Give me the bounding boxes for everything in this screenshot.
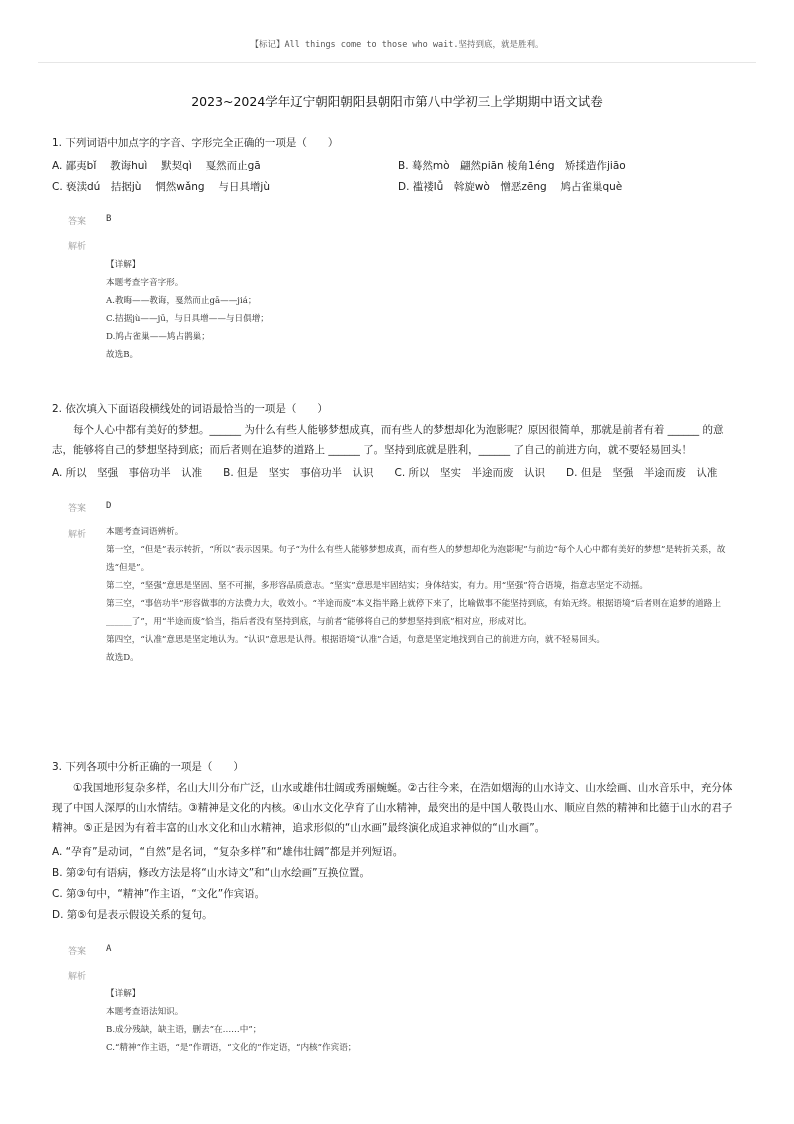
q2-exp-line: 本题考查词语辨析。 [106, 527, 184, 537]
q3-exp-line: B.成分残缺，缺主语，删去“在……中”； [106, 1025, 262, 1035]
q1-exp-line: A.教晦——教诲，戛然而止gā——jiá； [106, 296, 257, 306]
q3-stem: 3. 下列各项中分析正确的一项是（ ） [52, 761, 244, 773]
q2-exp-line: 第四空，“认准”意思是坚定地认为。“认识”意思是认得。根据语境“认准”合适，句意是坚定地找到自己的前进方向，就不轻易回头。 [106, 635, 606, 645]
q1-exp-line: D.鸠占雀巢——鸠占鹊巢； [106, 332, 210, 342]
q3-passage: ①我国地形复杂多样，名山大川分布广泛，山水或雄伟壮阔或秀丽蜿蜒。②古往今来，在浩如烟海的山水诗文、山水绘画、山水音乐中，充分体现了中国人深厚的山水情结。③精神是文化的内核。④山水文化孕育了山水精神，最突出的是中国人敬畏山水、顺应自然的精神和比德于山水的君子精神。⑤正是因为有着丰富的山水文化和山水精神，追求形似的“山水画”最终演化成追求神似的“山水画”。 [52, 782, 733, 834]
q2-options: A. 所以 坚强 事倍功半 认准 B. 但是 坚实 事倍功半 认识 C. 所以 坚实 半途而废 认识 D. 但是 坚强 半途而废 认准 [52, 467, 718, 479]
q1-stem: 1. 下列词语中加点字的字音、字形完全正确的一项是（ ） [52, 137, 339, 149]
q2-answer: D [106, 501, 112, 511]
q2-exp-line: 故选D。 [106, 653, 139, 663]
q2-analysis-label: 解析 [68, 530, 87, 540]
header-divider [38, 62, 756, 63]
q1-exp-line: C.拮据jù——jū，与日具增——与日俱增； [106, 314, 269, 324]
q2-answer-label: 答案 [68, 504, 87, 514]
q2-explanation [106, 523, 728, 667]
q1-option-b: B. 蓦然mò 翩然piān 棱角1éng 矫揉造作jiāo [398, 160, 626, 172]
q3-analysis-label: 解析 [68, 972, 87, 982]
q1-explanation [106, 256, 728, 364]
q3-exp-line: 本题考查语法知识。 [106, 1007, 184, 1017]
q1-option-c: C. 亵渎dú 拮据jù 惘然wǎng 与日具增jù [52, 181, 270, 193]
q3-exp-line: C.“精神”作主语，“是”作谓语，“文化的”作定语，“内核”作宾语； [106, 1043, 357, 1053]
q2-exp-line: 第三空，“事倍功半”形容做事的方法费力大，收效小。“半途而废”本义指半路上就停下来了，比喻做事不能坚持到底，有始无终。根据语境“后者则在追梦的道路上______了”，用“半途而废”恰当，指后者没有坚持到底，与前者“能够将自己的梦想坚持到底”相对应，形成对比。 [106, 599, 721, 627]
q2-exp-line: 第二空，“坚强”意思是坚固、坚不可摧，多形容品质意志。“坚实”意思是牢固结实；身体结实，有力。用“坚强”符合语境，指意志坚定不动摇。 [106, 581, 648, 591]
q1-exp-line: 本题考查字音字形。 [106, 278, 184, 288]
q1-analysis-label: 解析 [68, 242, 87, 252]
q1-option-a: A. 鄙夷bǐ 教诲huì 默契qì 戛然而止gā [52, 160, 261, 172]
q3-option-c: C. 第③句中，“精神”作主语，“文化”作宾语。 [52, 888, 266, 900]
q3-answer: A [106, 944, 112, 954]
q2-stem: 2. 依次填入下面语段横线处的词语最恰当的一项是（ ） [52, 403, 328, 415]
q3-exp-line: 【详解】 [106, 989, 141, 999]
q1-exp-line: 故选B。 [106, 350, 139, 360]
q3-explanation [106, 985, 728, 1057]
header-note: 【标记】All things come to those who wait.坚持到底，就是胜利。 [250, 40, 544, 50]
q1-option-d: D. 褴褛lǚ 斡旋wò 憎恶zēng 鸠占雀巢què [398, 181, 623, 193]
q3-option-b: B. 第②句有语病，修改方法是将“山水诗文”和“山水绘画”互换位置。 [52, 867, 371, 879]
q1-exp-line: 【详解】 [106, 260, 141, 270]
q1-answer: B [106, 214, 112, 224]
q2-exp-line: 第一空，“但是”表示转折，“所以”表示因果。句子“为什么有些人能够梦想成真，而有些人的梦想却化为泡影呢”与前边“每个人心中都有美好的梦想”是转折关系，故选“但是”。 [106, 545, 726, 573]
q2-passage: 每个人心中都有美好的梦想。______ 为什么有些人能够梦想成真，而有些人的梦想却化为泡影呢？原因很简单，那就是前者有着 ______ 的意志，能够将自己的梦想坚持到底；而后者则在追梦的道路上 ______ 了。坚持到底就是胜利，______ 了自己的前进方向，就不要轻易回头！ [52, 424, 724, 456]
page-title: 2023~2024学年辽宁朝阳朝阳县朝阳市第八中学初三上学期期中语文试卷 [191, 94, 603, 109]
q3-answer-label: 答案 [68, 947, 87, 957]
q3-option-a: A. “孕育”是动词，“自然”是名词，“复杂多样”和“雄伟壮阔”都是并列短语。 [52, 846, 404, 858]
q1-answer-label: 答案 [68, 217, 87, 227]
q3-option-d: D. 第⑤句是表示假设关系的复句。 [52, 909, 213, 921]
